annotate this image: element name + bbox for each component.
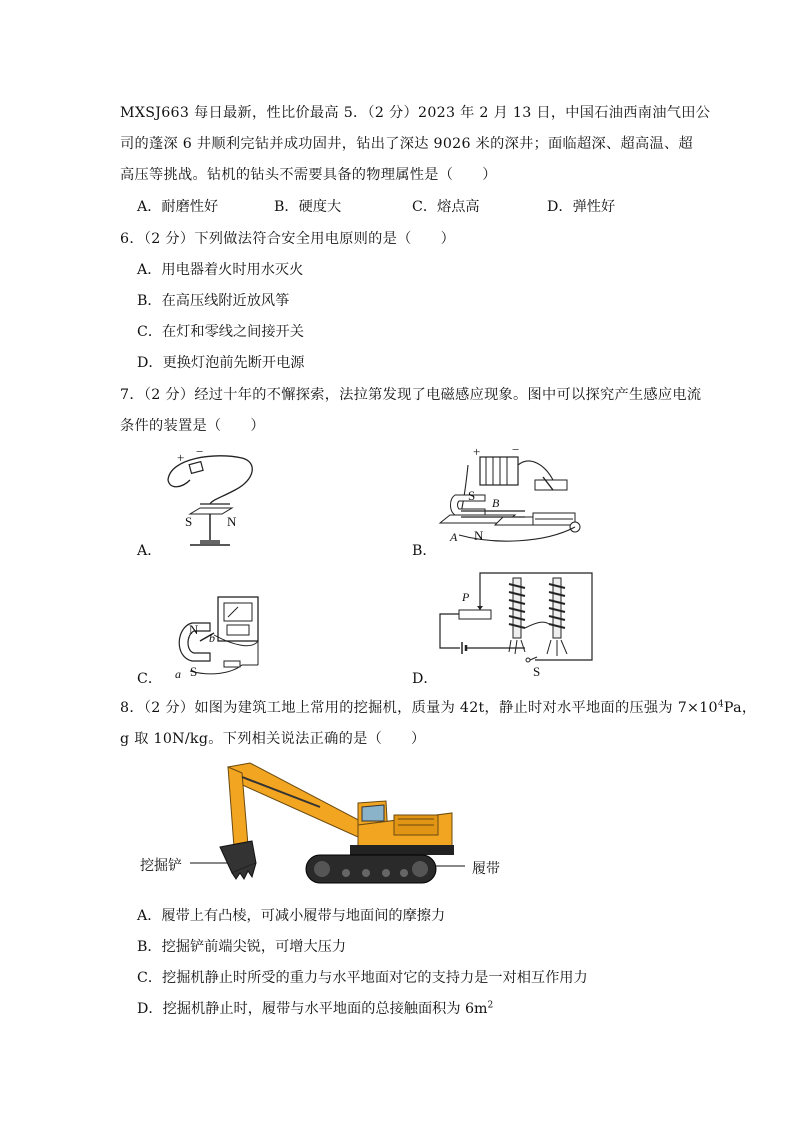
q8-line1: 8．（2 分）如图为建筑工地上常用的挖掘机，质量为 42t，静止时对水平地面的压强为 $7\times 10^4Pa$， [120, 699, 757, 716]
q5-option-b: B．硬度大 [274, 199, 342, 215]
label-track: 履带 [472, 861, 500, 877]
q5-option-d: D．弹性好 [547, 199, 616, 215]
q8-line2: g 取 10N/kg。下列相关说法正确的是（ ） [120, 731, 426, 747]
q8-option-a: A．履带上有凸棱，可减小履带与地面间的摩擦力 [137, 908, 446, 924]
figure-b-plus: + [473, 444, 481, 459]
q5-line3: 高压等挑战。钻机的钻头不需要具备的物理属性是（ ） [120, 167, 497, 183]
q7-option-a: A． [137, 543, 162, 559]
q7-option-b: B． [412, 543, 437, 559]
figure-d-electromagnet [435, 568, 600, 683]
figure-c-a: a [175, 667, 181, 681]
q6-option-a: A．用电器着火时用水灭火 [137, 262, 304, 278]
figure-b-a: A [450, 530, 458, 544]
q6-option-d: D．更换灯泡前先断开电源 [137, 355, 305, 371]
figure-c-n: N [189, 622, 199, 637]
q8-option-c: C．挖掘机静止时所受的重力与水平地面对它的支持力是一对相互作用力 [137, 970, 588, 986]
figure-b-s: S [468, 488, 476, 503]
figure-b-n: N [474, 528, 484, 543]
label-shovel: 挖掘铲 [140, 858, 182, 874]
q5-option-a: A．耐磨性好 [137, 199, 219, 215]
figure-a-plus: + [177, 450, 185, 465]
q6-stem: 6．（2 分）下列做法符合安全用电原则的是（ ） [120, 231, 456, 247]
q7-line2: 条件的装置是（ ） [120, 418, 265, 434]
q8-option-b: B．挖掘铲前端尖锐，可增大压力 [137, 939, 347, 955]
figure-a-minus: − [196, 444, 204, 459]
q7-line1: 7．（2 分）经过十年的不懈探索，法拉第发现了电磁感应现象。图中可以探究产生感应电流 [120, 387, 702, 403]
figure-a-n: N [227, 514, 237, 529]
figure-d-p: P [462, 590, 470, 604]
excavator-illustration [190, 755, 510, 890]
q8-option-d: D．挖掘机静止时，履带与水平地面的总接触面积为 $6m^2$ [137, 1000, 494, 1017]
q5-line2: 司的蓬深 6 井顺利完钻并成功固井，钻出了深达 9026 米的深井；面临超深、超高温、超 [120, 136, 693, 152]
figure-b-minus: − [512, 442, 520, 457]
q7-option-d: D． [412, 671, 438, 687]
q6-option-c: C．在灯和零线之间接开关 [137, 324, 304, 340]
figure-a-s: S [185, 514, 193, 529]
figure-b-circuit [435, 445, 595, 550]
figure-a-oersted [160, 450, 260, 550]
figure-d-s: S [533, 664, 541, 679]
q5-line1: MXSJ663 每日最新，性比价最高 5．（2 分）2023 年 2 月 13 日，中国石油西南油气田公 [120, 105, 711, 121]
figure-c-s: S [190, 664, 198, 679]
figure-b-b: B [492, 496, 500, 510]
figure-c-b: b [209, 631, 215, 645]
q5-option-c: C．熔点高 [412, 199, 480, 215]
q7-option-c: C． [137, 671, 163, 687]
q6-option-b: B．在高压线附近放风筝 [137, 293, 290, 309]
